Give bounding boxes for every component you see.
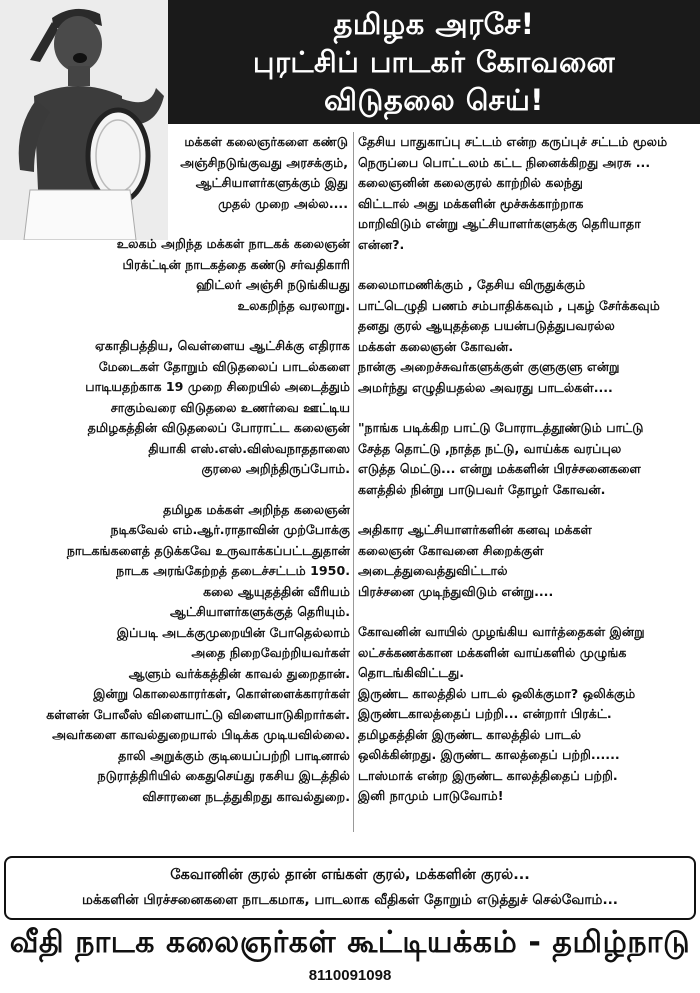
text-line: டாஸ்மாக் என்ற இருண்ட காலத்திதைப் பற்றி. (358, 767, 618, 783)
text-line: இப்படி அடக்குமுறையின் போதெல்லாம் (116, 624, 350, 640)
text-line: மக்கள் கலைஞன் கோவன். (358, 338, 514, 354)
text-line: கலைமாமணிக்கும் , தேசிய விருதுக்கும் (358, 277, 586, 292)
text-line: அமர்ந்து எழுதியதல்ல அவரது பாடல்கள்.... (358, 379, 613, 395)
right-paragraph (358, 275, 696, 398)
right-column (358, 132, 696, 827)
text-line: கோவனின் வாயில் முழங்கிய வார்த்தைகள் இன்று (358, 624, 645, 639)
text-line: நெருப்பை பொட்டலம் கட்ட நினைக்கிறது அரசு ... (358, 154, 651, 170)
text-line: நடுராத்திரியில் கைதுசெய்து ரகசிய இடத்தில் (97, 768, 350, 783)
text-line: தொடங்கிவிட்டது. (358, 665, 465, 680)
right-paragraph (358, 132, 696, 255)
column-divider (353, 132, 354, 832)
right-paragraph (358, 520, 696, 602)
text-line: தாலி அறுக்கும் குடியைப்பற்றி பாடினால் (118, 747, 350, 763)
text-line: உலகம் அறிந்த மக்கள் நாடகக் கலைஞன் (116, 236, 350, 251)
text-line: அவர்களை காவல்துறையால் பிடிக்க முடியவில்லை. (52, 727, 350, 742)
text-line: தமிழகத்தின் விடுதலைப் போராட்ட கலைஞன் (87, 420, 350, 435)
text-line: எடுத்த மெட்டு... என்று மக்களின் பிரச்சனைகளை (358, 461, 641, 476)
text-line: ஆளும் வர்க்கத்தின் காவல் துறைதான். (128, 665, 350, 681)
text-line: நாடகங்களைத் தடுக்கவே உருவாக்கப்பட்டதுதான் (66, 542, 350, 558)
right-paragraph (358, 622, 696, 807)
text-line: நாடக அரங்கேற்றத் தடைச்சட்டம் 1950. (116, 563, 350, 578)
text-line: தனது குரல் ஆயுதத்தை பயன்படுத்துபவரல்ல (358, 318, 615, 333)
text-line: பாடியதற்காக 19 முறை சிறையில் அடைத்தும் (85, 379, 350, 394)
text-line: தியாகி எஸ்.எஸ்.விஸ்வநாததாஸை (148, 440, 350, 456)
text-line: தேசிய பாதுகாப்பு சட்டம் என்ற கருப்புச் சட்டம் மூலம் (358, 134, 668, 149)
text-line: கலை ஆயுதத்தின் வீரியம் (203, 583, 350, 599)
text-line: ஏகாதிபத்திய, வெள்ளைய ஆட்சிக்கு எதிராக (95, 338, 350, 353)
text-line: கலைஞன் கோவனை சிறைக்குள் (358, 542, 544, 558)
text-line: களத்தில் நின்று பாடுபவர் தோழர் கோவன். (358, 481, 606, 497)
text-line: இருண்ட காலத்தில் பாடல் ஒலிக்குமா? ஒலிக்கும் (358, 685, 636, 701)
text-line: ஒலிக்கின்றது. இருண்ட காலத்தைப் பற்றி...... (358, 747, 620, 762)
text-line: ஹிட்லர் அஞ்சி நடுங்கியது (196, 277, 350, 292)
text-line: தமிழகத்தின் இருண்ட காலத்தில் பாடல் (358, 726, 582, 742)
text-line: கலைஞனின் கலைகுரல் காற்றில் கலந்து (358, 175, 583, 190)
text-line: மேடைகள் தோறும் விடுதலைப் பாடல்களை (98, 358, 350, 374)
left-paragraph (4, 336, 350, 480)
text-line: ஆட்சியாளர்களுக்குத் தெரியும். (170, 604, 350, 619)
text-line: இன்று கொலைகாரர்கள், கொள்ளைக்காரர்கள் (93, 686, 350, 701)
text-line: இனி நாமும் பாடுவோம்! (358, 788, 504, 803)
text-line: கள்ளன் போலீஸ் விளையாட்டு விளையாடுகிறார்கள். (46, 706, 350, 722)
text-line: ஆட்சியாளர்களுக்கும் இது (195, 175, 348, 190)
slogan-line-2: மக்களின் பிரச்சனைகளை நாடகமாக, பாடலாக வீதிகள் தோறும் எடுத்துச் செல்வோம்... (82, 892, 618, 908)
text-line: பிரக்ட்டின் நாடகத்தை கண்டு சர்வதிகாரி (122, 256, 350, 272)
text-line: நடிகவேல் எம்.ஆர்.ராதாவின் முற்போக்கு (110, 522, 350, 537)
slogan-box (4, 856, 696, 920)
headline-line-3: விடுதலை செய்! (323, 83, 545, 117)
text-line: என்ன?. (358, 236, 405, 252)
organization-name: வீதி நாடக கலைஞர்கள் கூட்டியக்கம் - தமிழ்நாடு (9, 925, 691, 960)
headline-line-2: புரட்சிப் பாடகர் கோவனை (252, 45, 616, 79)
text-line: உலகறிந்த வரலாறு. (237, 297, 350, 313)
text-line: இருண்டகாலத்தைப் பற்றி... என்றார் பிரக்ட். (358, 706, 612, 721)
text-line: மக்கள் கலைஞர்களை கண்டு (184, 134, 348, 149)
text-line: சேத்த தொட்டு ,நாத்த நட்டு, வாய்க்க வரப்புல (358, 440, 622, 456)
text-line: அடைத்துவைத்துவிட்டால் (358, 563, 508, 578)
phone-number: 8110091098 (308, 967, 392, 984)
text-line: தமிழக மக்கள் அறிந்த கலைஞன் (163, 501, 350, 517)
text-line: லட்சக்கணக்கான மக்களின் வாய்களில் முழுங்க (358, 644, 627, 660)
text-line: அஞ்சிநடுங்குவது அரசக்கும், (180, 154, 348, 170)
left-column (4, 132, 350, 827)
left-paragraph (4, 234, 350, 316)
text-line: அதிகார ஆட்சியாளர்களின் கனவு மக்கள் (358, 522, 592, 537)
text-line: நான்கு அறைச்சுவர்களுக்குள் குளுகுளு என்று (358, 359, 620, 374)
text-line: குரலை அறிந்திருப்போம். (201, 461, 350, 476)
slogan-line-1: கேவானின் குரல் தான் எங்கள் குரல், மக்களின் குரல்... (170, 867, 530, 883)
right-paragraph (358, 418, 696, 500)
text-line: "நாங்க படிக்கிற பாட்டு போராடத்தூண்டும் பாட்டு (358, 420, 644, 435)
text-line: அதை நிறைவேற்றியவர்கள் (191, 645, 350, 660)
text-line: முதல் முறை அல்ல.... (218, 195, 348, 211)
text-line: பாட்டெழுதி பணம் சம்பாதிக்கவும் , புகழ் சேர்க்கவும் (358, 297, 660, 313)
headline-banner (168, 0, 700, 124)
left-paragraph (4, 500, 350, 808)
text-line: விட்டால் அது மக்களின் மூச்சுக்காற்றாக (358, 195, 584, 211)
text-line: சாகும்வரை விடுதலை உணர்வை ஊட்டிய (110, 399, 350, 415)
text-line: பிரச்சனை முடிந்துவிடும் என்று.... (358, 583, 554, 599)
headline-line-1: தமிழக அரசே! (333, 7, 535, 41)
left-paragraph (4, 132, 350, 214)
text-line: மாறிவிடும் என்று ஆட்சியாளர்களுக்கு தெரியாதா (358, 216, 641, 231)
text-line: விசாரனை நடத்துகிறது காவல்துறை. (142, 788, 350, 804)
